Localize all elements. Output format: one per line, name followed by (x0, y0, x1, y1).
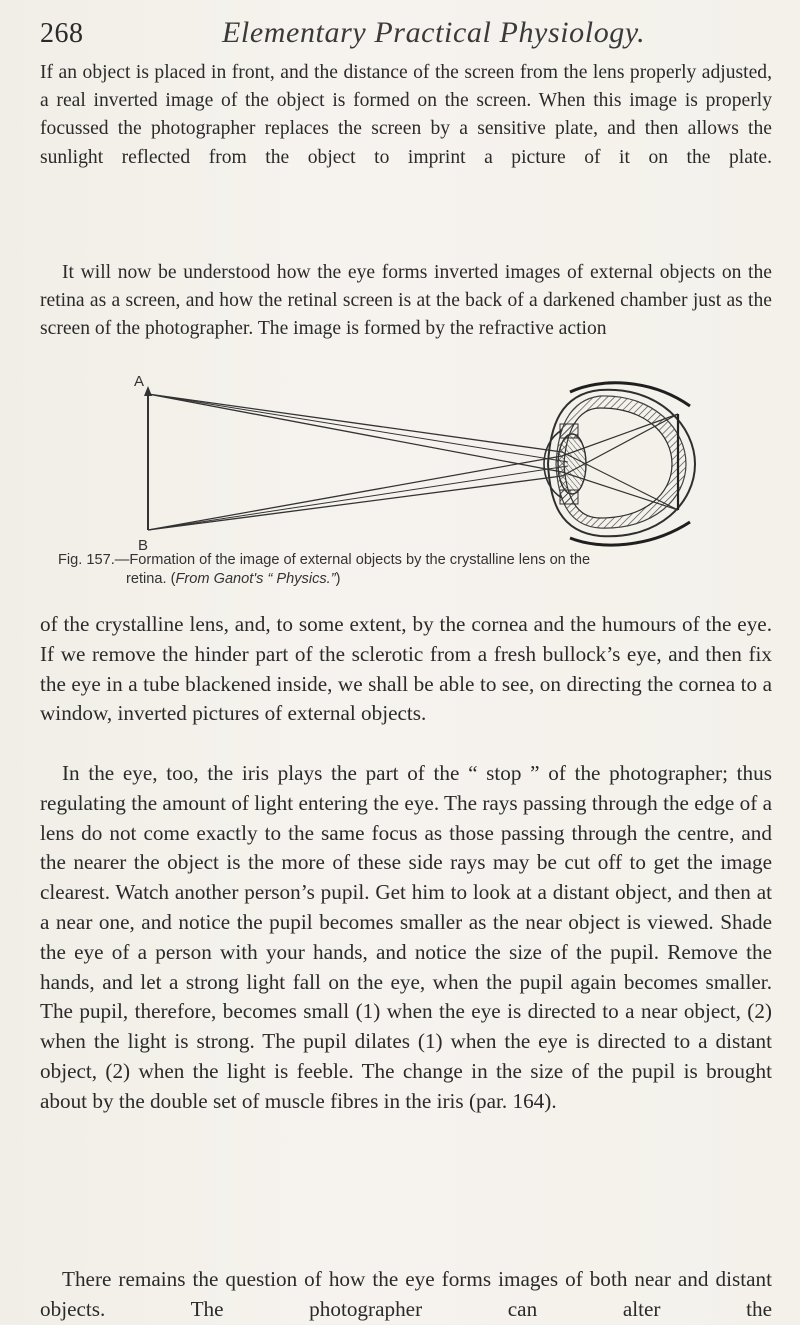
crystalline-lens (558, 434, 586, 494)
caption-line2 (58, 570, 770, 589)
label-a: A (134, 373, 145, 390)
caption-main: Fig. 157.—Formation of the image of external objects by the crystalline lens on the (58, 552, 591, 568)
ray-a-mid (148, 394, 568, 462)
paragraph-near-distant: There remains the question of how the eye forms images of both near and distant objects. The photographer can alter the (40, 1267, 772, 1321)
paragraph-eye-images: It will now be understood how the eye forms inverted images of external objects on the retina as a screen, and how the retinal screen is at the back of a darkened chamber just as the screen of the photographer. The image is formed by the refractive action (40, 262, 772, 340)
ray-a-upper (148, 394, 562, 452)
caption-end: ) (335, 571, 341, 587)
iris-lower (560, 490, 578, 504)
eye-diagram-figure (130, 372, 740, 552)
caption-cont: retina. ( (126, 571, 176, 587)
paragraph-crystalline-lens: of the crystalline lens, and, to some extent, by the cornea and the humours of the eye. If we remove the hinder part of the sclerotic from a fresh bullock’s eye, and then fix the eye in a tube blackened inside, we shall be able to see, on directing the cornea to a window, inverted pictures of external objects. (40, 612, 772, 726)
ray-b-upper (148, 456, 562, 530)
running-title: Elementary Practical Physiology. (222, 16, 646, 49)
page-number: 268 (40, 18, 84, 49)
page-header (40, 14, 760, 54)
ray-b-lower (148, 476, 562, 530)
iris-upper (560, 424, 578, 438)
ray-a-lower (148, 394, 562, 472)
ray-b-mid (148, 466, 568, 530)
caption-source: From Ganot's “ Physics.” (175, 571, 336, 587)
paragraph-iris-stop: In the eye, too, the iris plays the part of the “ stop ” of the photographer; thus regulating the amount of light entering the eye. The rays passing through the edge of a lens do not come exactly to the same focus as those passing through the centre, and the nearer the object is the more of these side rays may be cut off to get the image clearest. Watch another person’s pupil. Get him to look at a distant object, and then at a near one, and notice the pupil becomes smaller as the near object is viewed. Shade the eye of a person with your hands, and notice the size of the pupil. Remove the hands, and let a strong light fall on the eye, when the pupil again becomes smaller. The pupil, therefore, becomes small (1) when the eye is directed to a near object, (2) when the light is strong. The pupil dilates (1) when the eye is directed to a distant object, (2) when the light is feeble. The change in the size of the pupil is brought about by the double set of muscle fibres in the iris (par. 164). (40, 761, 772, 1113)
figure-caption (58, 551, 770, 589)
label-b: B (138, 537, 149, 552)
paragraph-lens-image: If an object is placed in front, and the distance of the screen from the lens properly adjusted, a real inverted image of the object is formed on the screen. When this image is properly focussed the photographer replaces the screen by a sensitive plate, and then allows the sunlight reflected from the object to imprint a picture of it on the plate. (40, 62, 772, 168)
